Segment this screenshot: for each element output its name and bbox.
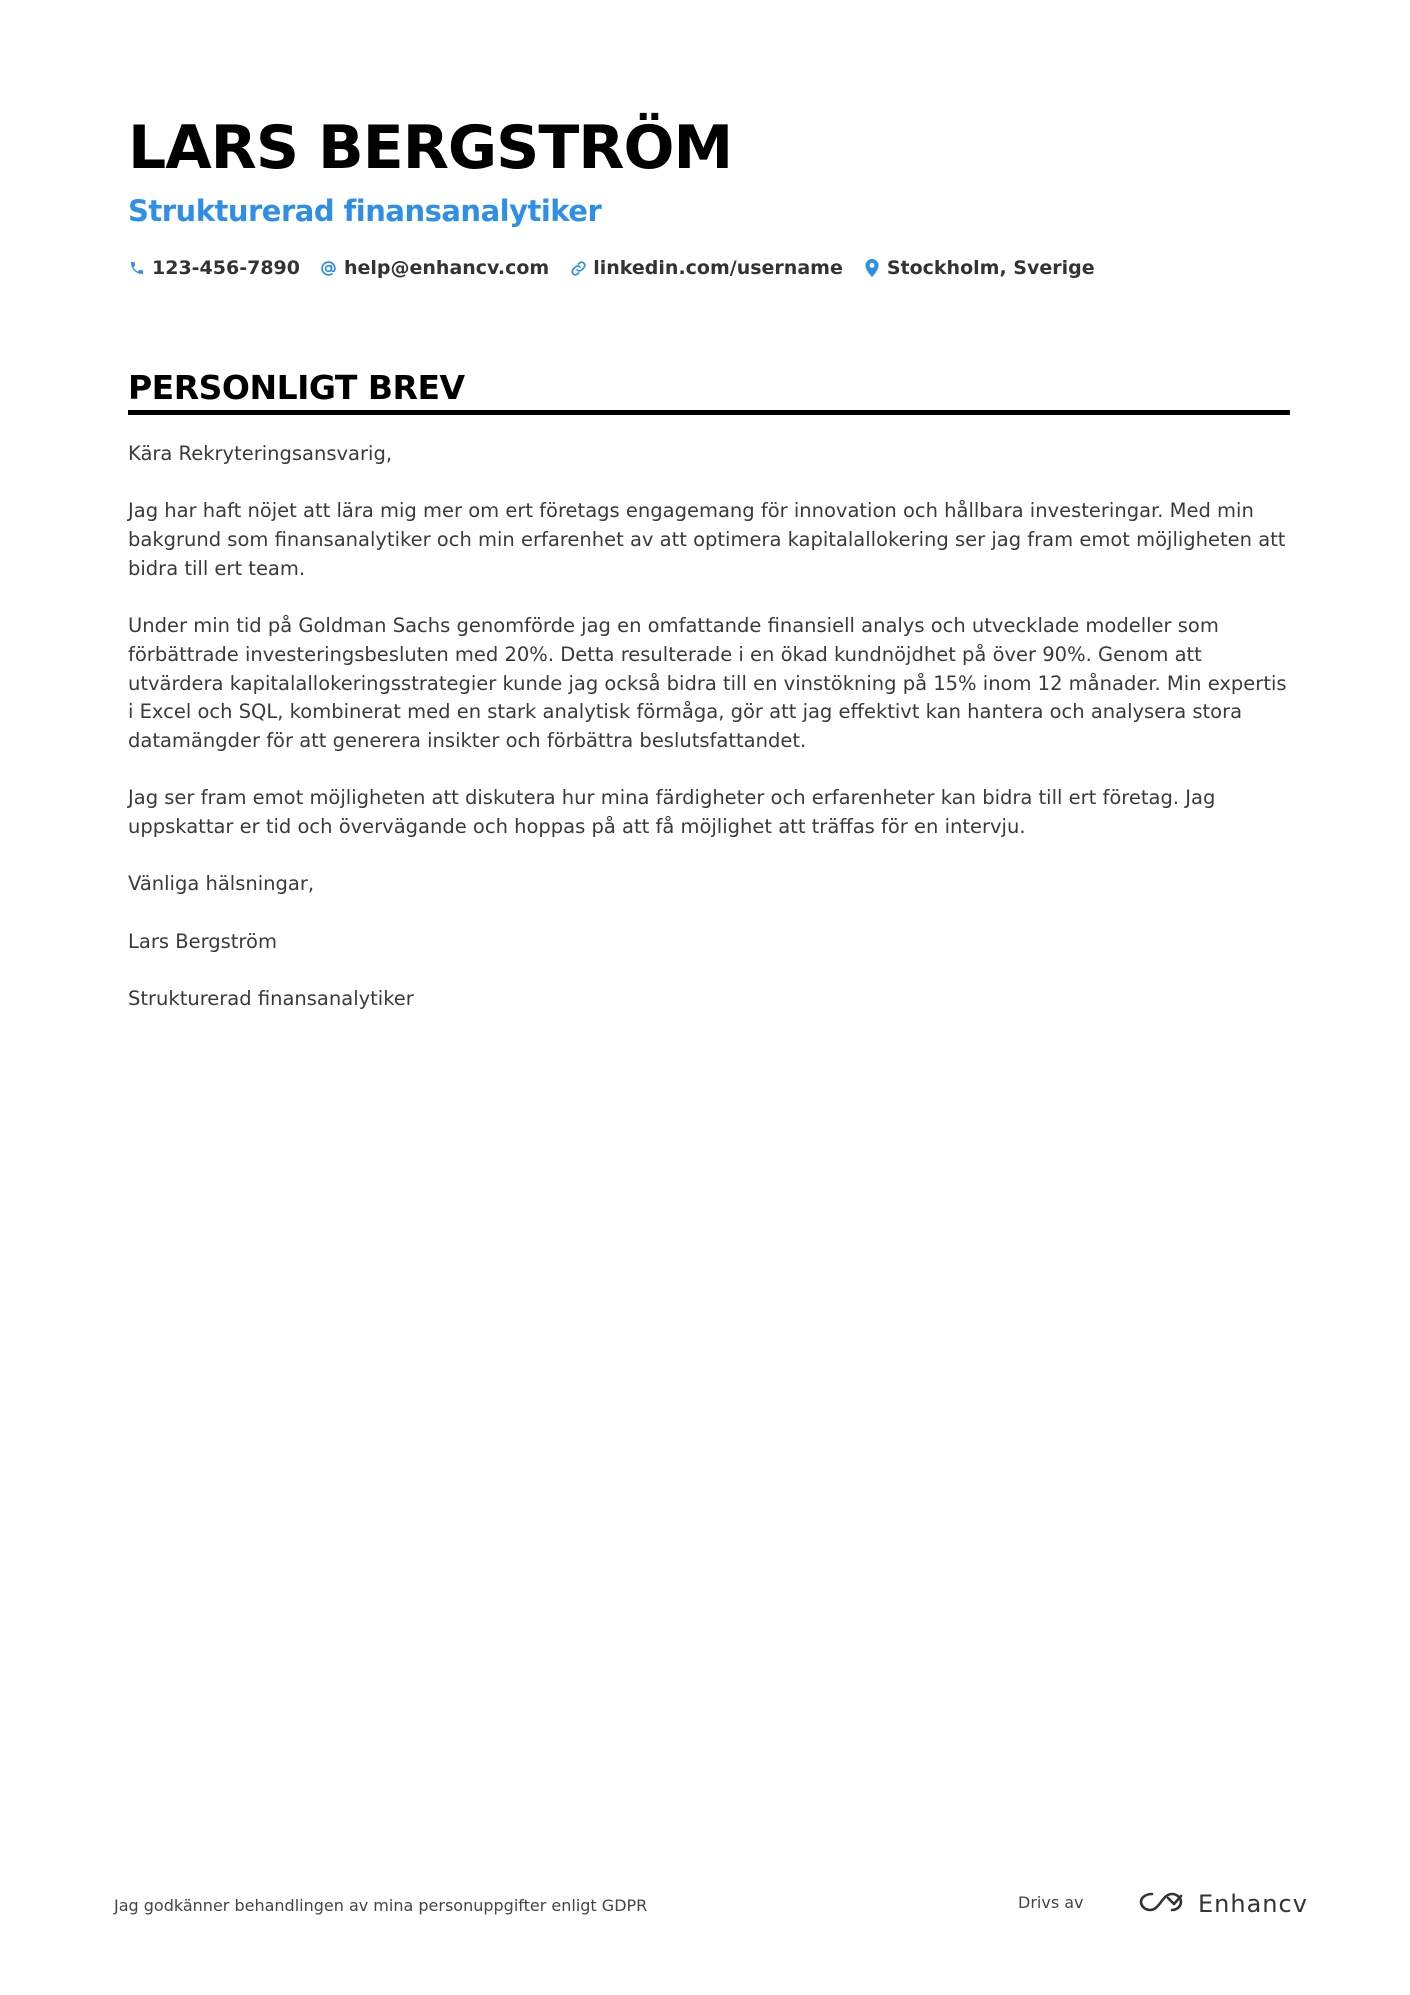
contact-phone — [128, 257, 300, 279]
gdpr-consent-text: Jag godkänner behandlingen av mina personuppgifter enligt GDPR — [114, 1896, 648, 1915]
at-icon — [320, 259, 338, 277]
contact-linkedin[interactable] — [569, 257, 843, 279]
letter-paragraph: Under min tid på Goldman Sachs genomförde jag en omfattande finansiell analys och utvecklade modeller som förbättrade investeringsbesluten med 20%. Detta resulterade i en ökad kundnöjdhet på över 90%. Genom att utvärdera kapitalallokeringsstrategier kunde jag också bidra till en vinstökning på 15% inom 12 månader. Min expertis i Excel och SQL, kombinerat med en stark analytisk förmåga, gör att jag effektivt kan hantera och analysera stora datamängder för att generera insikter och förbättra beslutsfattandet. — [128, 614, 1287, 752]
enhancv-logo-icon — [1138, 1890, 1184, 1919]
contact-bar — [128, 254, 1095, 282]
powered-by-label: Drivs av — [1018, 1893, 1084, 1912]
applicant-name: LARS BERGSTRÖM — [128, 113, 733, 183]
signature-title: Strukturerad finansanalytiker — [128, 987, 414, 1011]
contact-email-text: help@enhancv.com — [343, 257, 550, 279]
letter-paragraph: Jag har haft nöjet att lära mig mer om ert företags engagemang för innovation och hållbara investeringar. Med min bakgrund som finansanalytiker och min erfarenhet av att optimera kapitalallokering ser jag fram emot möjligheten att bidra till ert team. — [128, 499, 1286, 580]
contact-location-text: Stockholm, Sverige — [886, 257, 1095, 279]
enhancv-brand-link[interactable] — [1138, 1888, 1308, 1920]
contact-location — [863, 257, 1095, 279]
location-pin-icon — [863, 259, 881, 277]
link-icon — [569, 259, 587, 277]
contact-linkedin-text: linkedin.com/username — [593, 257, 843, 279]
letter-paragraph: Jag ser fram emot möjligheten att diskutera hur mina färdigheter och erfarenheter kan bidra till ert företag. Jag uppskattar er tid och övervägande och hoppas på att få möjlighet att träffas för en intervju. — [128, 786, 1216, 839]
heading-divider — [128, 410, 1290, 415]
letter-greeting: Kära Rekryteringsansvarig, — [128, 442, 393, 465]
contact-email[interactable] — [320, 257, 549, 279]
contact-phone-text: 123-456-7890 — [152, 257, 300, 279]
letter-closing: Vänliga hälsningar, — [128, 872, 315, 896]
signature-name: Lars Bergström — [128, 929, 277, 953]
brand-name: Enhancv — [1198, 1890, 1308, 1918]
letter-body — [128, 440, 1290, 1043]
phone-icon — [128, 259, 146, 277]
letter-section-heading: PERSONLIGT BREV — [128, 368, 465, 407]
applicant-title: Strukturerad finansanalytiker — [128, 194, 602, 228]
